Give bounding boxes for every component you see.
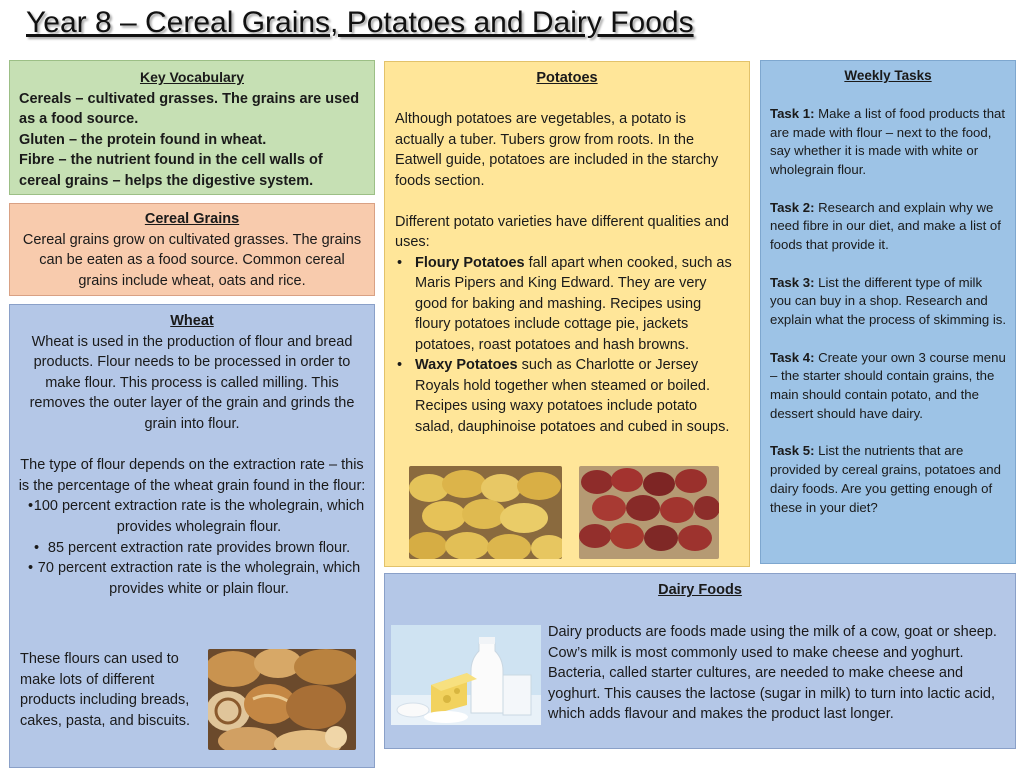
waxy-potatoes-image — [579, 466, 719, 559]
list-item-title: Floury Potatoes — [415, 254, 525, 271]
wheat-heading: Wheat — [170, 313, 214, 329]
cereal-grains-heading: Cereal Grains — [144, 211, 240, 227]
potatoes-panel — [384, 61, 750, 567]
dairy-foods-heading: Dairy Foods — [658, 582, 742, 598]
flour-products-text: These flours can used to make lots of different products including breads, cakes, pasta, and biscuits. — [20, 651, 191, 729]
task-text: Make a list of food products that are made with flour – next to the food, say whether it is made with white or wholegrain flour. — [770, 105, 1006, 178]
task-item — [770, 105, 1006, 180]
task-label: Task 2: — [770, 199, 815, 215]
floury-potatoes-image — [409, 466, 562, 559]
list-item: • Floury Potatoes fall apart when cooked, such as Maris Pipers and King Edward. They are very good for baking and mashing. Recipes using floury potatoes include cottage pie, jackets potatoes, roast potatoes and hash browns. — [397, 254, 732, 353]
task-label: Task 4: — [770, 349, 815, 365]
potato-varieties-list — [395, 253, 739, 438]
vocab-line: Gluten – the protein found in wheat. — [19, 131, 267, 148]
list-item-title: Waxy Potatoes — [415, 357, 518, 373]
list-item: • 85 percent extraction rate provides brown flour. — [34, 539, 351, 556]
vocab-line: Fibre – the nutrient found in the cell walls of cereal grains – helps the digestive system. — [19, 152, 323, 189]
cereal-grains-panel — [9, 203, 375, 296]
potatoes-heading: Potatoes — [536, 70, 598, 86]
task-label: Task 3: — [770, 274, 815, 290]
list-item-text: 100 percent extraction rate is the wholegrain, which provides wholegrain flour. — [33, 498, 365, 535]
list-item-text: 85 percent extraction rate provides brown flour. — [47, 539, 351, 556]
list-item-text: fall apart when cooked, such as Maris Pipers and King Edward. They are very good for baking and mashing. Recipes using floury potatoes include cottage pie, jackets potatoes, roast potatoes and hash browns. — [415, 254, 732, 353]
page-title: Year 8 – Cereal Grains, Potatoes and Dairy Foods — [26, 6, 694, 39]
task-label: Task 1: — [770, 105, 815, 121]
key-vocabulary-heading: Key Vocabulary — [139, 69, 244, 85]
task-text: List the different type of milk you can buy in a shop. Research and explain what the process of skimming is. — [770, 274, 1007, 328]
list-item: • Waxy Potatoes such as Charlotte or Jersey Royals hold together when steamed or boiled. Recipes using waxy potatoes include potato salad, dauphinoise potatoes and cubed in soups. — [397, 357, 730, 435]
task-text: List the nutrients that are provided by cereal grains, potatoes and dairy foods. Are you getting enough of these in your diet? — [770, 443, 1001, 515]
wheat-para-2: The type of flour depends on the extraction rate – this is the percentage of the wheat grain found in the flour: — [18, 457, 366, 494]
dairy-foods-text: Dairy products are foods made using the milk of a cow, goat or sheep. Cow’s milk is most commonly used to make cheese and yoghurt. Bacteria, called starter cultures, are needed to make cheese and yoghurt. This causes the lactose (sugar in milk) to turn into lactic acid, which adds flavour and makes the product last longer. — [548, 624, 997, 722]
bread-image — [208, 649, 356, 750]
task-text: Create your own 3 course menu – the starter should contain grains, the main should contain potato, and the dessert should have dairy. — [770, 349, 1006, 421]
dairy-foods-panel — [384, 573, 1016, 749]
task-item — [770, 274, 1006, 330]
list-item: • 70 percent extraction rate is the wholegrain, which provides white or plain flour. — [28, 560, 361, 597]
list-item: • 100 percent extraction rate is the wholegrain, which provides wholegrain flour. — [28, 498, 365, 535]
potatoes-para-1: Although potatoes are vegetables, a potato is actually a tuber. Tubers grow from roots. In the Eatwell guide, potatoes are included in the starchy foods section. — [395, 111, 719, 189]
vocab-line: Cereals – cultivated grasses. The grains are used as a food source. — [19, 90, 360, 127]
key-vocabulary-panel — [9, 60, 375, 195]
wheat-para-1: Wheat is used in the production of flour and bread products. Flour needs to be processed in order to make flour. This process is called milling. This removes the outer layer of the grain and grinds the grain into flour. — [29, 333, 355, 432]
weekly-tasks-heading: Weekly Tasks — [844, 68, 932, 83]
task-item — [770, 199, 1006, 255]
list-item-text: 70 percent extraction rate is the wholegrain, which provides white or plain flour. — [37, 560, 361, 597]
potatoes-para-2: Different potato varieties have different qualities and uses: — [395, 213, 729, 250]
cereal-grains-text: Cereal grains grow on cultivated grasses. The grains can be eaten as a food source. Common cereal grains include wheat, oats and rice. — [22, 231, 362, 289]
task-item — [770, 442, 1006, 517]
dairy-products-image — [391, 625, 541, 725]
list-item-text: such as Charlotte or Jersey Royals hold together when steamed or boiled. Recipes using waxy potatoes include potato salad, dauphinoise potatoes and cubed in soups. — [415, 357, 730, 435]
extraction-rate-list — [18, 496, 366, 599]
task-item — [770, 349, 1006, 424]
wheat-panel — [9, 304, 375, 768]
weekly-tasks-panel — [760, 60, 1016, 564]
task-text: Research and explain why we need fibre in our diet, and make a list of foods that provide it. — [770, 199, 1001, 253]
task-label: Task 5: — [770, 443, 815, 459]
